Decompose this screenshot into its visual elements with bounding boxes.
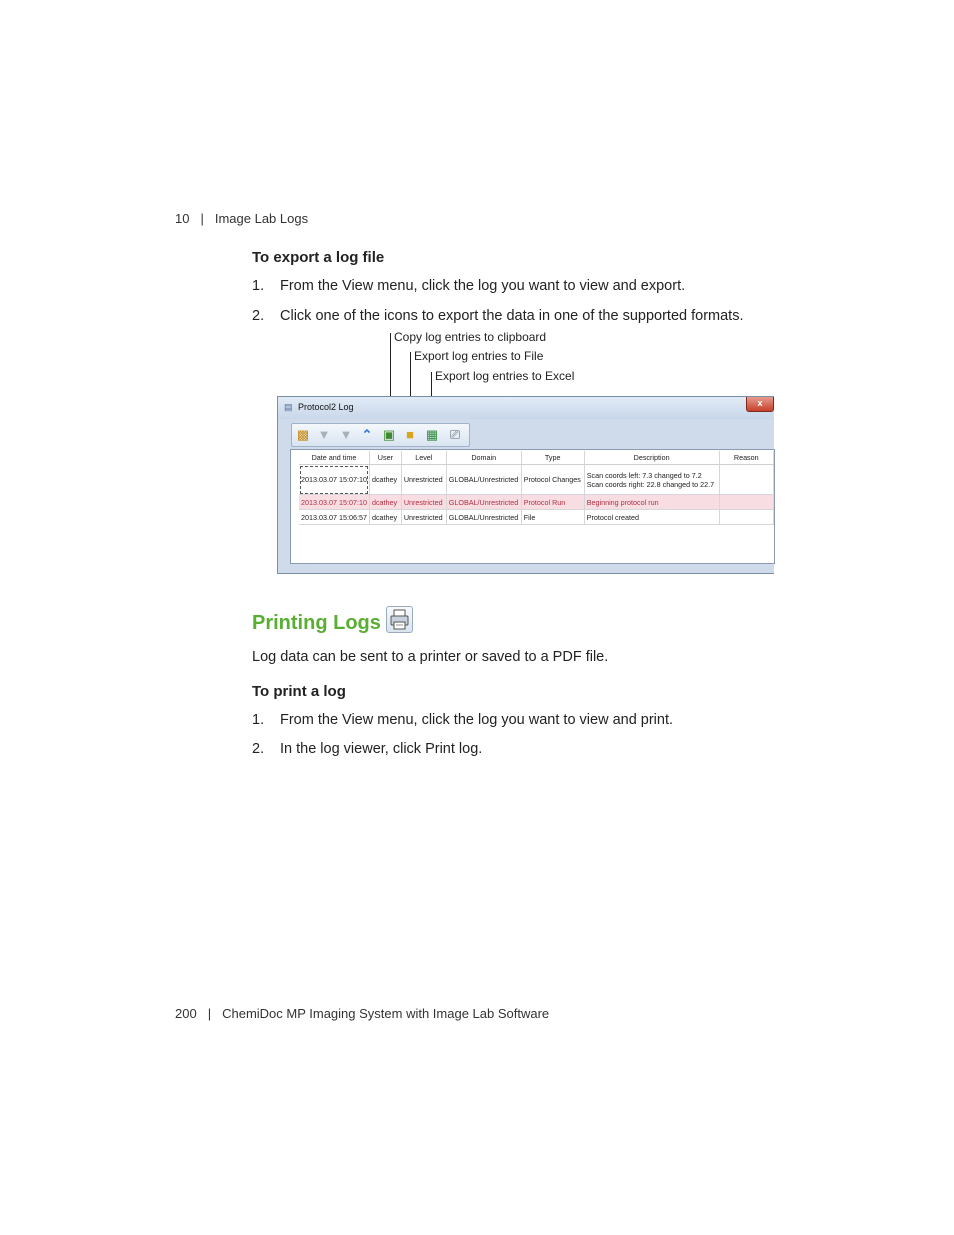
cell-user: dcathey xyxy=(369,495,401,510)
description-line: Scan coords right: 22.8 changed to 22.7 xyxy=(586,479,715,489)
export-heading: To export a log file xyxy=(252,249,385,266)
export-excel-icon[interactable]: ▦ xyxy=(425,427,439,442)
cell-description xyxy=(584,465,719,495)
cell-date[interactable]: 2013.03.07 15:07:10 xyxy=(299,465,369,495)
chapter-title: Image Lab Logs xyxy=(214,211,309,226)
cell-level: Unrestricted xyxy=(401,465,446,495)
col-header-reason[interactable]: Reason xyxy=(719,451,773,465)
cell-domain: GLOBAL/Unrestricted xyxy=(446,465,521,495)
cell-type: Protocol Changes xyxy=(521,465,584,495)
copy-clipboard-icon[interactable]: ▣ xyxy=(382,427,396,442)
col-header-user[interactable]: User xyxy=(369,451,401,465)
col-header-type[interactable]: Type xyxy=(521,451,584,465)
cell-type: Protocol Run xyxy=(521,495,584,510)
description-line: Scan coords left: 7.3 changed to 7.2 xyxy=(586,470,702,480)
document-title: ChemiDoc MP Imaging System with Image Lab Software xyxy=(222,1006,550,1021)
cell-type: File xyxy=(521,510,584,525)
page-number: 200 xyxy=(175,1006,197,1021)
running-header: 10 | Image Lab Logs xyxy=(175,211,309,226)
cell-domain: GLOBAL/Unrestricted xyxy=(446,510,521,525)
window-title: Protocol2 Log xyxy=(298,402,354,412)
col-header-level[interactable]: Level xyxy=(401,451,446,465)
printing-intro: Log data can be sent to a printer or saved to a PDF file. xyxy=(252,649,609,665)
table-header-row xyxy=(299,451,774,465)
running-footer: 200 | ChemiDoc MP Imaging System with Image Lab Software xyxy=(175,1006,550,1021)
cell-reason xyxy=(719,495,773,510)
table-row[interactable] xyxy=(299,495,774,510)
callout-clipboard: Copy log entries to clipboard xyxy=(394,330,547,344)
printing-title: Printing Logs xyxy=(252,612,381,634)
print-heading: To print a log xyxy=(252,683,346,700)
log-toolbar xyxy=(291,423,470,447)
cell-date[interactable]: 2013.03.07 15:06:57 xyxy=(299,510,369,525)
cell-description: Protocol created xyxy=(584,510,719,525)
cell-domain: GLOBAL/Unrestricted xyxy=(446,495,521,510)
cell-level: Unrestricted xyxy=(401,510,446,525)
col-header-date[interactable]: Date and time xyxy=(299,451,369,465)
cell-user: dcathey xyxy=(369,510,401,525)
printer-icon xyxy=(386,606,413,633)
printer-icon-graphic xyxy=(387,607,412,632)
col-header-domain[interactable]: Domain xyxy=(446,451,521,465)
export-file-icon[interactable]: ■ xyxy=(406,427,414,442)
callout-excel: Export log entries to Excel xyxy=(435,369,575,383)
table-row[interactable] xyxy=(299,465,774,495)
properties-icon[interactable]: ▩ xyxy=(296,427,310,442)
log-grid xyxy=(290,449,775,564)
cell-reason xyxy=(719,465,773,495)
cell-reason xyxy=(719,510,773,525)
app-icon: ▤ xyxy=(284,402,293,412)
log-window xyxy=(277,396,774,574)
window-titlebar xyxy=(278,397,774,419)
clear-filter-icon[interactable]: ▼ xyxy=(339,427,353,442)
table-row[interactable] xyxy=(299,510,774,525)
close-button[interactable]: x xyxy=(746,397,774,412)
col-header-description[interactable]: Description xyxy=(584,451,719,465)
window-bottom-border xyxy=(278,567,774,573)
print-icon[interactable]: ⎚ xyxy=(449,427,461,442)
log-table xyxy=(299,451,774,525)
callout-file: Export log entries to File xyxy=(414,349,544,363)
chapter-number: 10 xyxy=(175,211,190,226)
cell-user: dcathey xyxy=(369,465,401,495)
collapse-icon[interactable]: ⌃ xyxy=(361,427,373,442)
cell-level: Unrestricted xyxy=(401,495,446,510)
cell-date[interactable]: 2013.03.07 15:07:10 xyxy=(299,495,369,510)
cell-description: Beginning protocol run xyxy=(584,495,719,510)
filter-icon[interactable]: ▼ xyxy=(317,427,331,442)
